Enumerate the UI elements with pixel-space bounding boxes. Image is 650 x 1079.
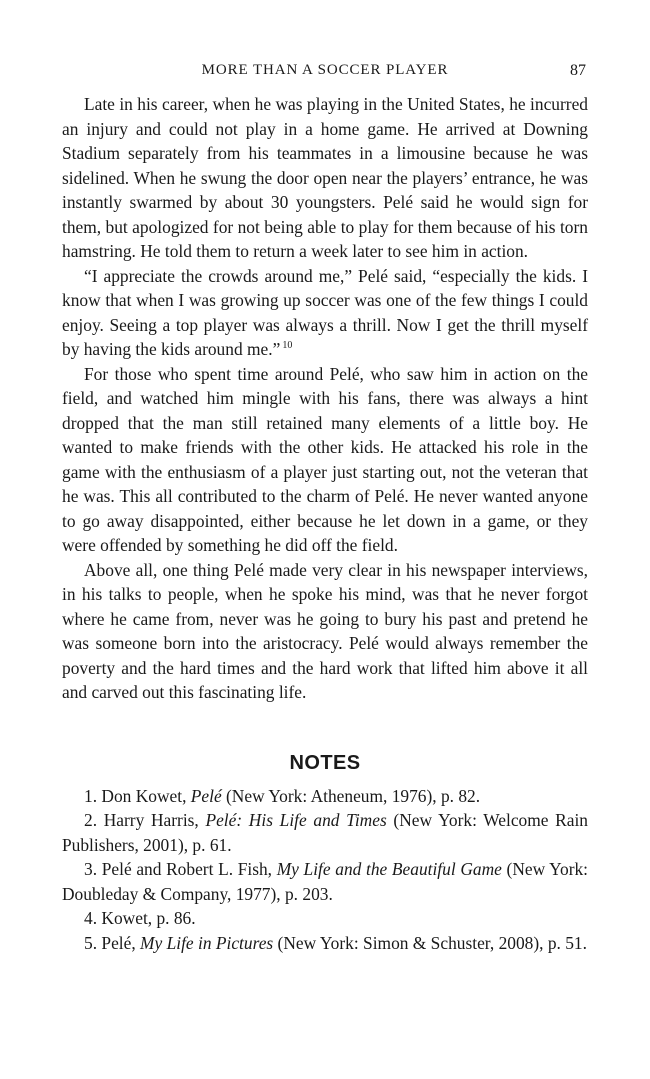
note-text: Harry Harris, <box>103 810 206 830</box>
note-number: 1. <box>84 785 98 806</box>
running-title: MORE THAN A SOCCER PLAYER <box>201 62 449 78</box>
note-number: 4. <box>84 908 98 928</box>
note-number: 3. <box>84 859 98 879</box>
notes-heading: NOTES <box>289 751 361 774</box>
book-page <box>62 58 588 955</box>
note-reference: 10 <box>282 340 293 351</box>
note-text: Kowet, p. 86. <box>101 908 196 928</box>
paragraph-text: For those who spent time around Pelé, who saw him in action on the field, and watched him mingle with his fans, there was always a hint dropped that the man still retained many elements of a little boy. He wanted to make friends with the other kids. He attacked his role in the game with the enthusiasm of a player just starting out, not the veteran that he was. This all contributed to the charm of Pelé. He never wanted anyone to go away disappointed, either because he let down in a game, or they were offended by something he did off the field. <box>62 363 588 555</box>
note-text: Pelé and Robert L. Fish, <box>101 859 277 879</box>
note-item <box>62 808 588 857</box>
note-number: 5. <box>84 932 98 953</box>
note-title: Pelé <box>190 785 222 806</box>
note-title: My Life and the Beautiful Game <box>276 859 502 879</box>
paragraph-text: Above all, one thing Pelé made very clear in his newspaper interviews, in his talks to people, when he spoke his mind, was that he never forgot where he came from, never was he going to bury his past and pretend he was someone born into the aristocracy. Pelé would always remember the poverty and the hard times and the hard work that lifted him above it all and carved out this fascinating life. <box>62 559 588 702</box>
note-text: Pelé, <box>101 932 141 953</box>
note-item <box>62 906 588 931</box>
running-head <box>62 58 588 84</box>
note-title: My Life in Pictures <box>140 932 274 953</box>
paragraph-text: “I appreciate the crowds around me,” Pelé said, “especially the kids. I know that when I was growing up soccer was one of the few things I could enjoy. Seeing a top player was always a thrill. Now I get the thrill myself by having the kids around me.” <box>62 265 588 359</box>
note-item <box>62 857 588 906</box>
note-title: Pelé: His Life and Times <box>205 810 387 830</box>
note-item <box>62 931 588 956</box>
note-number: 2. <box>84 810 98 830</box>
paragraph-2 <box>62 264 588 362</box>
page-number: 87 <box>570 62 586 79</box>
note-text: (New York: Simon & Schuster, 2008), p. 51. <box>273 932 587 953</box>
note-text: (New York: Atheneum, 1976), p. 82. <box>221 785 481 806</box>
notes-list <box>62 784 588 956</box>
paragraph-text: Late in his career, when he was playing in the United States, he incurred an injury and could not play in a home game. He arrived at Downing Stadium separately from his teammates in a limousine because he was sidelined. When he swung the door open near the players’ entrance, he was instantly swarmed by about 30 youngsters. Pelé said he would sign for them, but apologized for not being able to play for them because of his torn hamstring. He told them to return a week later to see him in action. <box>62 94 588 261</box>
paragraph-3 <box>62 362 588 558</box>
note-item <box>62 784 588 809</box>
paragraph-1 <box>62 92 588 264</box>
note-text: (New York: Doubleday & Company, 1977), p. 203. <box>62 859 589 904</box>
paragraph-4 <box>62 558 588 705</box>
note-text: (New York: Welcome Rain Publishers, 2001), p. 61. <box>62 810 589 855</box>
body-text <box>62 92 588 705</box>
note-text: Don Kowet, <box>101 785 191 806</box>
